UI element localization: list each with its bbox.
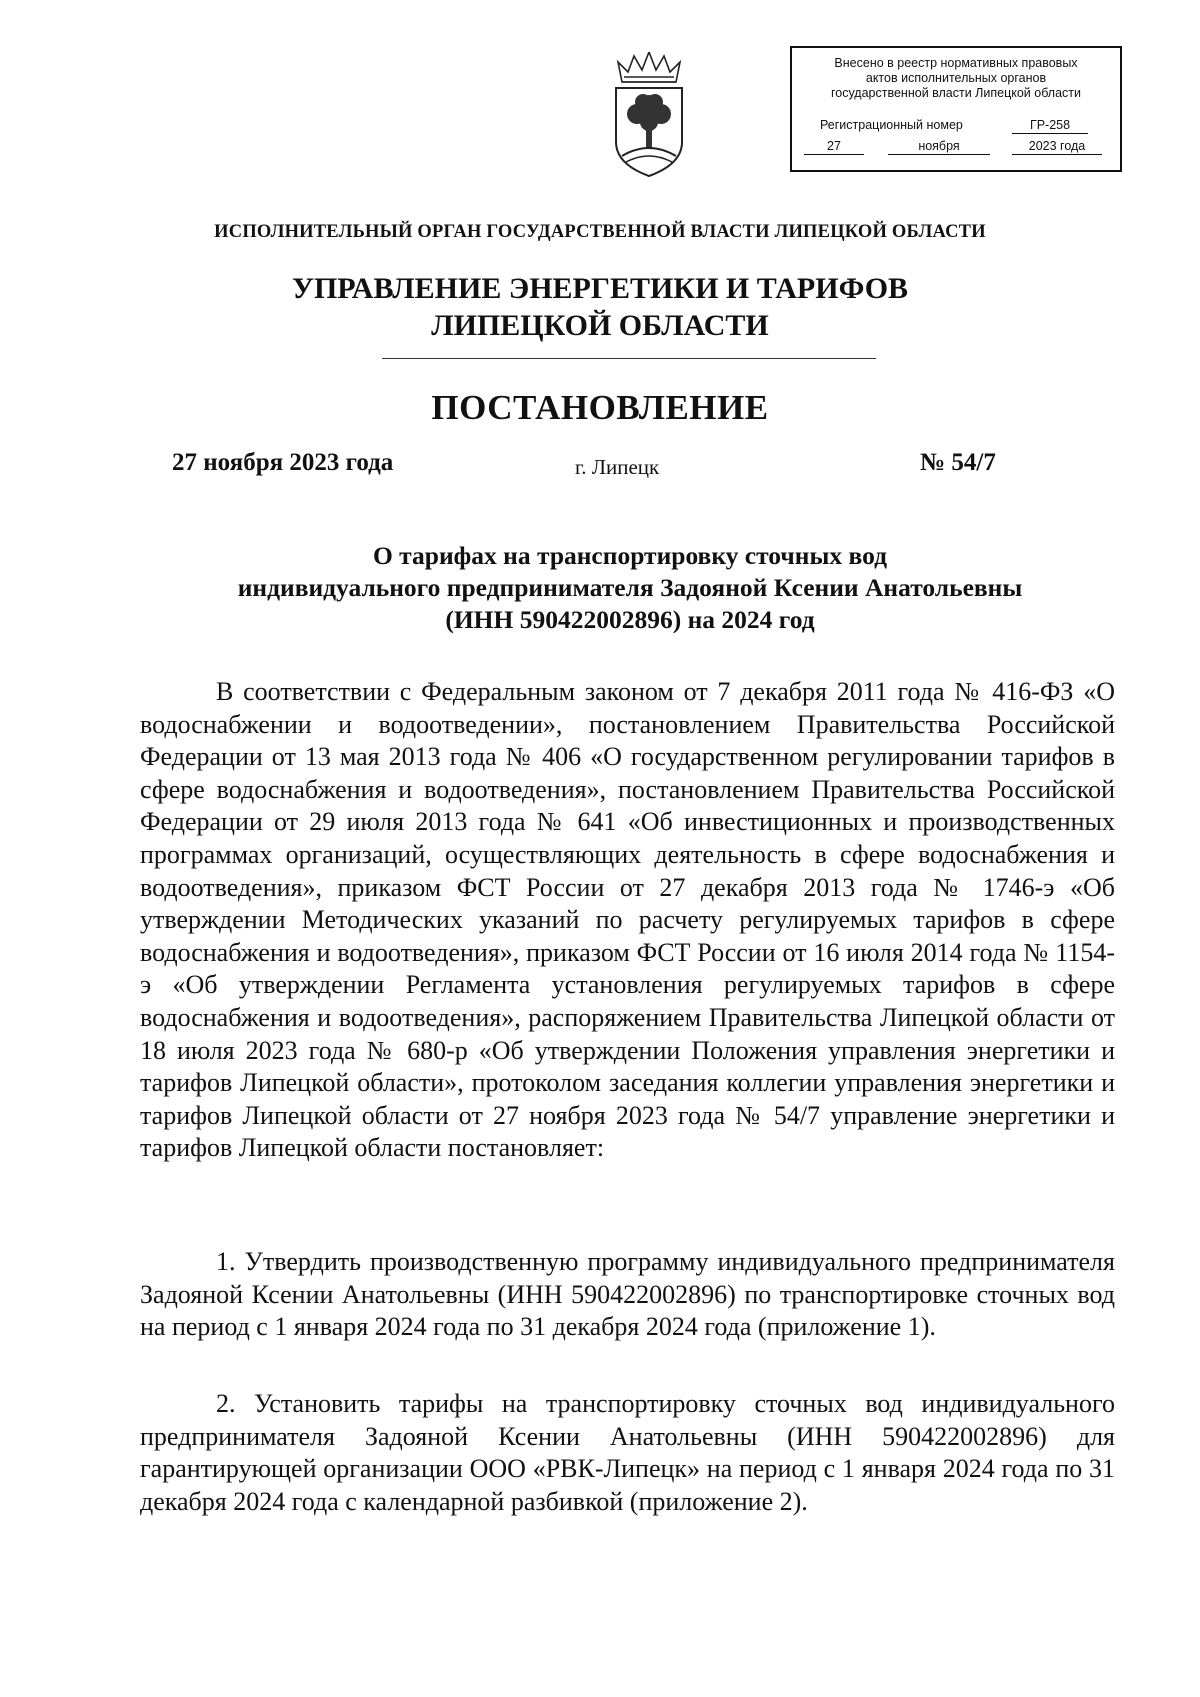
stamp-day: 27: [804, 139, 864, 155]
issuing-authority: ИСПОЛНИТЕЛЬНЫЙ ОРГАН ГОСУДАРСТВЕННОЙ ВЛАСТИ ЛИПЕЦКОЙ ОБЛАСТИ: [214, 222, 986, 242]
department-title: [0, 270, 1200, 344]
lipetsk-coat-of-arms-icon: [608, 52, 690, 180]
stamp-reg-number: ГР-258: [1012, 118, 1088, 134]
stamp-line-1: Внесено в реестр нормативных правовых: [834, 56, 1078, 70]
header-divider: [382, 358, 876, 359]
document-type: ПОСТАНОВЛЕНИЕ: [431, 388, 769, 427]
subject-line-2: индивидуального предпринимателя Задояной Ксении Анатольевны: [237, 573, 1023, 602]
subject-line-1: О тарифах на транспортировку сточных вод: [372, 541, 888, 570]
department-title-line-2: ЛИПЕЦКОЙ ОБЛАСТИ: [431, 309, 769, 342]
stamp-registration-row: [792, 118, 1120, 134]
stamp-line-2: актов исполнительных органов: [865, 71, 1047, 85]
registry-stamp: [790, 46, 1122, 172]
stamp-month: ноября: [888, 139, 990, 155]
stamp-line-3: государственной власти Липецкой области: [830, 86, 1082, 100]
preamble-paragraph: В соответствии с Федеральным законом от 7 декабря 2011 года № 416-ФЗ «О водоснабжении и водоотведении», постановлением Правительства Российской Федерации от 13 мая 2013 года № 406 «О государственном регулировании тарифов в сфере водоснабжения и водоотведения», постановлением Правительства Российской Федерации от 29 июля 2013 года № 641 «Об инвестиционных и производственных программах организаций, осуществляющих деятельность в сфере водоснабжения и водоотведения», приказом ФСТ России от 27 декабря 2013 года № 1746-э «Об утверждении Методических указаний по расчету регулируемых тарифов в сфере водоснабжения и водоотведения», приказом ФСТ России от 16 июля 2014 года № 1154-э «Об утверждении Регламента установления регулируемых тарифов в сфере водоснабжения и водоотведения», распоряжением Правительства Липецкой области от 18 июля 2023 года № 680-р «Об утверждении Положения управления энергетики и тарифов Липецкой области», протоколом заседания коллегии управления энергетики и тарифов Липецкой области от 27 ноября 2023 года № 54/7 управление энергетики и тарифов Липецкой области постановляет:: [140, 677, 1115, 1163]
stamp-year: 2023 года: [1012, 139, 1102, 155]
document-date: 27 ноября 2023 года: [172, 449, 394, 476]
document-number: № 54/7: [920, 449, 996, 476]
clause-1-paragraph: 1. Утвердить производственную программу индивидуального предпринимателя Задояной Ксении Анатольевны (ИНН 590422002896) по транспортировке сточных вод на период с 1 января 2024 года по 31 декабря 2024 года (приложение 1).: [140, 1247, 1115, 1342]
document-city: г. Липецк: [575, 455, 660, 479]
subject-line-3: (ИНН 590422002896) на 2024 год: [445, 605, 815, 634]
clause-2-paragraph: 2. Установить тарифы на транспортировку сточных вод индивидуального предпринимателя Задояной Ксении Анатольевны (ИНН 590422002896) для гарантирующей организации ООО «РВК-Липецк» на период с 1 января 2024 года по 31 декабря 2024 года с календарной разбивкой (приложение 2).: [140, 1389, 1115, 1516]
stamp-reg-label: Регистрационный номер: [820, 118, 963, 132]
stamp-date-row: [792, 139, 1120, 155]
department-title-line-1: УПРАВЛЕНИЕ ЭНЕРГЕТИКИ И ТАРИФОВ: [291, 272, 909, 305]
document-subject: [150, 540, 1110, 636]
